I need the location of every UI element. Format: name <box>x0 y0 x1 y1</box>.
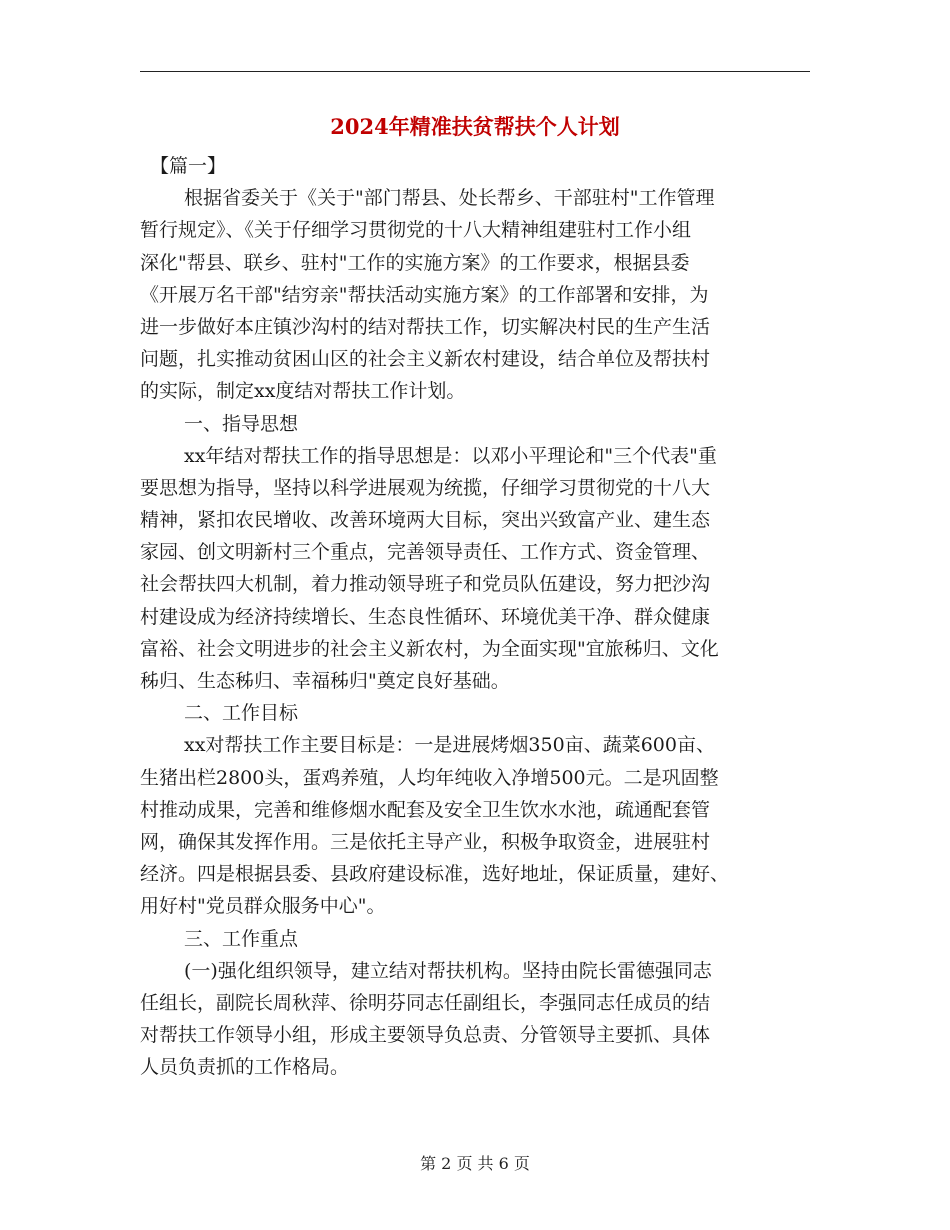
text-line: 精神，紧扣农民增收、改善环境两大目标，突出兴致富产业、建生态 <box>140 509 711 532</box>
text-line: 暂行规定》、《关于仔细学习贯彻党的十八大精神组建驻村工作小组 <box>140 219 692 242</box>
text-line: xx对帮扶工作主要目标是：一是进展烤烟350亩、蔬菜600亩、 <box>184 734 715 757</box>
text-line: 三、工作重点 <box>184 927 299 950</box>
section-label: 【篇一】 <box>150 155 227 177</box>
text-line: 任组长，副院长周秋萍、徐明芬同志任副组长，李强同志任成员的结 <box>140 991 711 1014</box>
text-line: 用好村"党员群众服务中心"。 <box>140 895 386 918</box>
text-line: xx年结对帮扶工作的指导思想是：以邓小平理论和"三个代表"重 <box>184 444 717 467</box>
text-line: 生猪出栏2800头，蛋鸡养殖，人均年纯收入净增500元。二是巩固整 <box>140 766 719 789</box>
document-body <box>140 150 810 1083</box>
text-line: 网，确保其发挥作用。三是依托主导产业，积极争取资金，进展驻村 <box>140 830 711 853</box>
page-number: 第 2 页 共 6 页 <box>420 1154 530 1173</box>
text-line: 二、工作目标 <box>184 702 299 725</box>
text-line: 对帮扶工作领导小组，形成主要领导负总责、分管领导主要抓、具体 <box>140 1024 711 1047</box>
text-line: 家园、创文明新村三个重点，完善领导责任、工作方式、资金管理、 <box>140 541 711 564</box>
text-line: 根据省委关于《关于"部门帮县、处长帮乡、干部驻村"工作管理 <box>184 187 715 210</box>
text-line: 村推动成果，完善和维修烟水配套及安全卫生饮水水池，疏通配套管 <box>140 798 711 821</box>
text-line: 进一步做好本庄镇沙沟村的结对帮扶工作，切实解决村民的生产生活 <box>140 315 711 338</box>
text-line: 社会帮扶四大机制，着力推动领导班子和党员队伍建设，努力把沙沟 <box>140 573 711 596</box>
header-rule <box>140 71 810 72</box>
text-line: 一、指导思想 <box>184 412 299 435</box>
text-line: 要思想为指导，坚持以科学进展观为统揽，仔细学习贯彻党的十八大 <box>140 476 711 499</box>
text-line: 《开展万名干部"结穷亲"帮扶活动实施方案》的工作部署和安排，为 <box>140 283 709 306</box>
text-line: 富裕、社会文明进步的社会主义新农村，为全面实现"宜旅秭归、文化 <box>140 637 719 660</box>
text-line: 村建设成为经济持续增长、生态良性循环、环境优美干净、群众健康 <box>140 605 711 628</box>
text-line: 经济。四是根据县委、县政府建设标准，选好地址，保证质量，建好、 <box>140 863 730 886</box>
text-line: 深化"帮县、联乡、驻村"工作的实施方案》的工作要求，根据县委 <box>140 251 690 274</box>
text-line: 秭归、生态秭归、幸福秭归"奠定良好基础。 <box>140 670 510 692</box>
document-title: 2024年精准扶贫帮扶个人计划 <box>330 114 620 139</box>
text-line: 人员负责抓的工作格局。 <box>140 1056 350 1079</box>
text-line: 的实际，制定xx度结对帮扶工作计划。 <box>140 380 466 403</box>
text-line: (一)强化组织领导，建立结对帮扶机构。坚持由院长雷德强同志 <box>184 959 712 982</box>
text-line: 问题，扎实推动贫困山区的社会主义新农村建设，结合单位及帮扶村 <box>140 348 711 371</box>
